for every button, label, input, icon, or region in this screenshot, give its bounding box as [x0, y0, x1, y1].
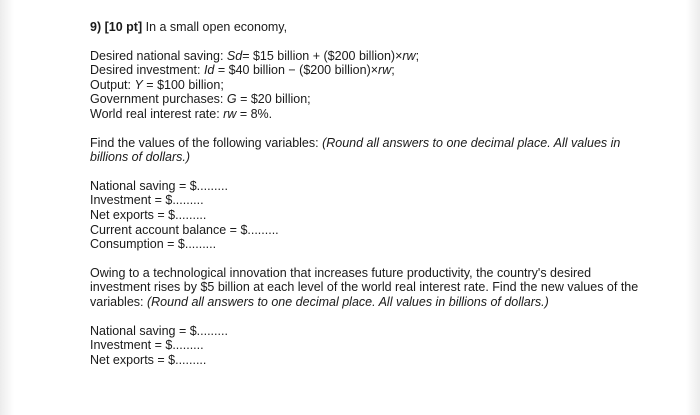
- part2-instruction: [90, 266, 650, 310]
- answer-investment: Investment = $.........: [90, 193, 204, 208]
- given-variable: Id: [203, 63, 215, 78]
- given-world-interest-rate: [90, 107, 650, 122]
- answer-national-saving: National saving = $.........: [90, 178, 228, 193]
- given-equation: = $15 billion + ($200 billion)×: [242, 48, 403, 63]
- part2-rounding-note: (Round all answers to one decimal place. All values in billions of dollars.): [146, 294, 549, 309]
- answer-new-national-saving: National saving = $.........: [90, 323, 228, 338]
- question-points: [10 pt]: [104, 20, 143, 34]
- given-label: Desired investment:: [90, 63, 204, 78]
- given-variable-rw: rw: [402, 48, 416, 63]
- part1-instruction: [90, 136, 650, 165]
- answer-current-account-balance: Current account balance = $.........: [90, 222, 279, 237]
- question-header: [90, 20, 650, 35]
- given-output: [90, 78, 650, 93]
- given-equation: = 8%.: [236, 106, 273, 121]
- spacer: [90, 165, 650, 179]
- spacer: [90, 310, 650, 324]
- given-variable: rw: [223, 106, 237, 121]
- answer-new-net-exports: Net exports = $.........: [90, 352, 207, 367]
- given-national-saving: [90, 49, 650, 64]
- spacer: [90, 252, 650, 266]
- given-variable: G: [226, 92, 237, 107]
- given-equation: = $40 billion − ($200 billion)×: [214, 63, 379, 78]
- question-number: 9): [90, 20, 102, 34]
- spacer: [90, 35, 650, 49]
- question-intro: In a small open economy,: [145, 20, 288, 34]
- given-label: World real interest rate:: [90, 106, 224, 121]
- answer-net-exports: Net exports = $.........: [90, 207, 207, 222]
- part2-instruction-text: Owing to a technological innovation that increases future productivity, the country's desired investment rises by $5 billion at each level of the world real interest rate. Find the new values of the variables:: [90, 265, 639, 309]
- givens-list: [90, 49, 650, 122]
- given-investment: [90, 63, 650, 78]
- given-variable: Sd: [226, 48, 243, 63]
- given-end: ;: [391, 63, 395, 78]
- given-label: Government purchases:: [90, 92, 227, 107]
- given-equation: = $100 billion;: [142, 77, 224, 92]
- given-label: Desired national saving:: [90, 48, 227, 63]
- question-content: [90, 20, 650, 367]
- given-variable: Y: [134, 77, 143, 92]
- given-end: ;: [415, 48, 420, 63]
- answer-consumption: Consumption = $.........: [90, 237, 217, 252]
- part1-instruction-text: Find the values of the following variables:: [90, 135, 323, 150]
- page-edge-right: [686, 0, 700, 415]
- part2-answer-list: [90, 324, 650, 368]
- given-government-purchases: [90, 92, 650, 107]
- spacer: [90, 122, 650, 136]
- given-variable-rw: rw: [378, 63, 392, 78]
- part1-answer-list: [90, 179, 650, 252]
- given-label: Output:: [90, 77, 135, 92]
- answer-new-investment: Investment = $.........: [90, 338, 204, 353]
- part1-rounding-note: (Round all answers to one decimal place. All values in billions of dollars.): [90, 135, 621, 165]
- given-equation: = $20 billion;: [236, 92, 311, 107]
- page-edge-left: [0, 0, 14, 415]
